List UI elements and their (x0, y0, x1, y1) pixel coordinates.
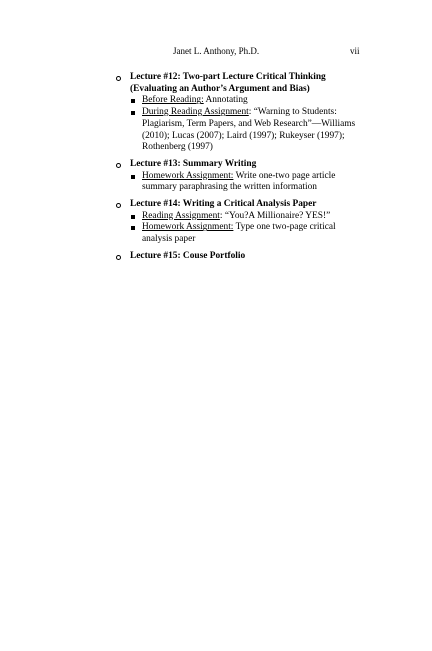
header-author: Janet L. Anthony, Ph.D. (173, 46, 260, 56)
assignment-label: Homework Assignment: (142, 170, 234, 181)
hollow-bullet-icon (116, 255, 121, 260)
assignment-text: : “You?A Millionaire? YES!” (219, 210, 331, 221)
assignment-label: Homework Assignment: (142, 222, 234, 233)
assignment-label: During Reading Assignment (142, 107, 249, 118)
list-item (130, 95, 368, 107)
assignment-text: Write one-two page article summary paraphrasing the written information (142, 170, 336, 193)
square-bullet-icon (131, 175, 135, 179)
lecture-15 (116, 251, 368, 263)
lecture-title: Lecture #15: Couse Portfolio (130, 250, 246, 261)
lecture-14 (116, 199, 368, 246)
page-number: vii (350, 46, 360, 56)
lecture-title: Lecture #12: Two-part Lecture Critical Thinking (Evaluating an Author’s Argument and Bias) (130, 72, 326, 94)
lecture-12 (116, 72, 368, 154)
square-bullet-icon (131, 226, 135, 230)
square-bullet-icon (131, 111, 135, 115)
list-item (130, 222, 368, 245)
running-header (0, 45, 432, 59)
lecture-title: Lecture #14: Writing a Critical Analysis Paper (130, 199, 317, 210)
lecture-13 (116, 159, 368, 194)
square-bullet-icon (131, 215, 135, 219)
assignment-text: Type one two-page critical analysis paper (142, 222, 336, 245)
assignment-label: Reading Assignment (142, 210, 220, 221)
lecture-outline (116, 72, 368, 268)
list-item (130, 211, 368, 223)
assignment-label: Before Reading: (142, 95, 204, 106)
list-item (130, 171, 368, 194)
lecture-title: Lecture #13: Summary Writing (130, 158, 257, 169)
square-bullet-icon (131, 99, 135, 103)
assignment-text: Annotating (203, 95, 248, 106)
list-item (130, 107, 368, 154)
hollow-bullet-icon (116, 203, 121, 208)
hollow-bullet-icon (116, 76, 121, 81)
hollow-bullet-icon (116, 163, 121, 168)
assignment-text: : “Warning to Students: Plagiarism, Term Papers, and Web Research”—Williams (2010); Lucas (2007); Laird (1997); Rukeyser (1997); Rothenberg (1997) (142, 107, 356, 153)
